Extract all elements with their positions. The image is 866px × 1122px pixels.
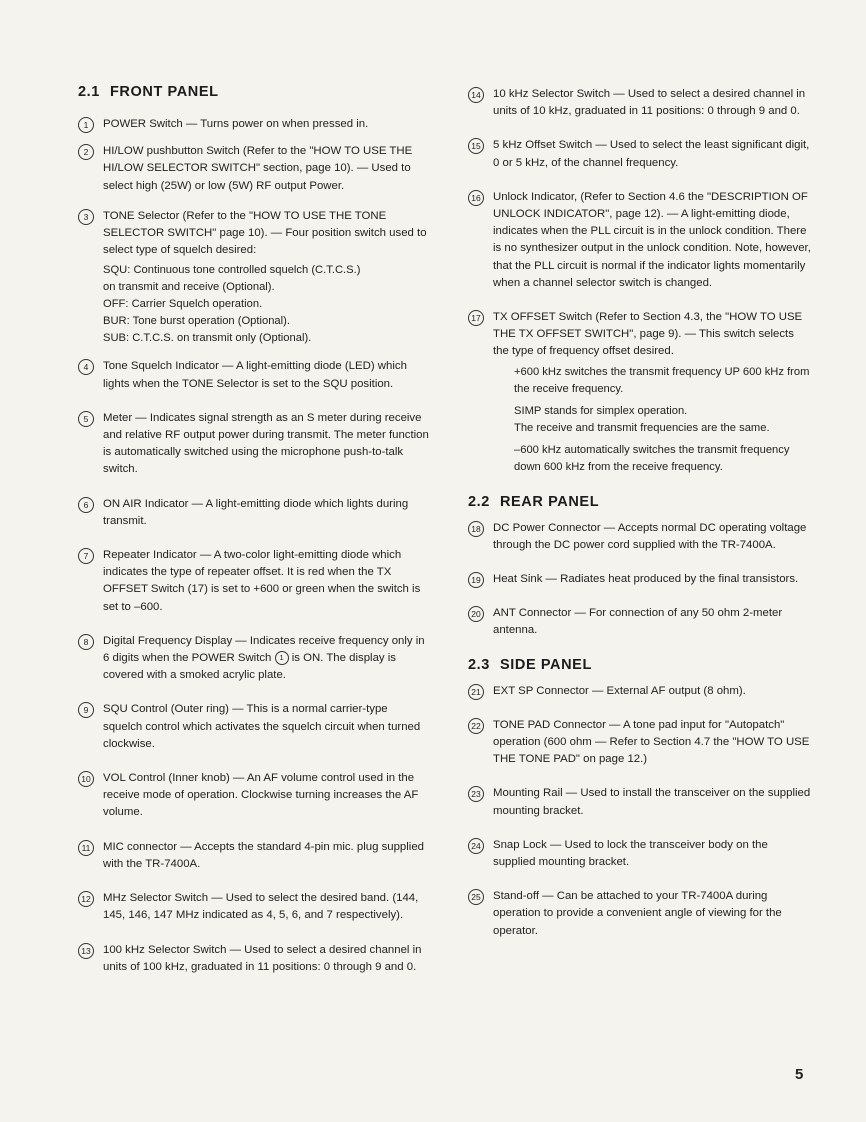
item-number-badge: 7 xyxy=(78,548,94,564)
item-text: Tone Squelch Indicator — A light-emitting diode (LED) which lights when the TONE Selector is set to the SQU position. xyxy=(103,360,407,390)
item-number-badge: 9 xyxy=(78,702,94,718)
item-unlock-indicator xyxy=(468,189,811,292)
item-5khz-offset xyxy=(468,137,811,171)
item-number-badge: 6 xyxy=(78,497,94,513)
option-simp: SIMP stands for simplex operation. xyxy=(514,404,688,417)
item-number-badge: 17 xyxy=(468,310,484,326)
item-tx-offset-switch xyxy=(468,309,811,361)
item-text: TX OFFSET Switch (Refer to Section 4.3, the "HOW TO USE THE TX OFFSET SWITCH", page 9). — This switch selects the type of frequency offset desired. xyxy=(493,311,803,358)
item-digital-frequency-display xyxy=(78,633,430,685)
item-mic-connector xyxy=(78,839,430,873)
item-repeater-indicator xyxy=(78,547,430,616)
item-text: POWER Switch — Turns power on when pressed in. xyxy=(103,118,369,130)
item-power-switch xyxy=(78,116,430,133)
item-number-badge: 15 xyxy=(468,138,484,154)
option-sub: SUB: C.T.C.S. on transmit only (Optional). xyxy=(103,332,312,345)
item-text: Mounting Rail — Used to install the transceiver on the supplied mounting bracket. xyxy=(493,787,811,817)
item-number-badge: 2 xyxy=(78,144,94,160)
item-number-badge: 1 xyxy=(78,117,94,133)
item-number-badge: 20 xyxy=(468,606,484,622)
item-number-badge: 12 xyxy=(78,891,94,907)
item-number-badge: 11 xyxy=(78,840,94,856)
item-text: DC Power Connector — Accepts normal DC operating voltage through the DC power cord supplied with the TR-7400A. xyxy=(493,521,807,551)
item-ext-sp-connector xyxy=(468,683,811,700)
item-text: TONE Selector (Refer to the "HOW TO USE THE TONE SELECTOR SWITCH" page 10). — Four position switch used to select type of squelch desired: xyxy=(103,209,427,257)
item-mhz-selector xyxy=(78,890,430,924)
item-number-badge: 8 xyxy=(78,634,94,650)
item-number-badge: 19 xyxy=(468,572,484,588)
item-number-badge: 18 xyxy=(468,521,484,537)
item-tone-pad-connector xyxy=(468,717,811,769)
item-text: ON AIR Indicator — A light-emitting diode which lights during transmit. xyxy=(103,497,409,527)
item-number-badge: 21 xyxy=(468,684,484,700)
item-hi-low-switch xyxy=(78,143,430,195)
item-text: Stand-off — Can be attached to your TR-7400A during operation to provide a convenient angle of viewing for the operator. xyxy=(493,890,782,937)
item-heat-sink xyxy=(468,571,811,588)
item-number-badge: 24 xyxy=(468,838,484,854)
item-stand-off xyxy=(468,888,811,940)
item-text xyxy=(103,633,430,685)
item-text: TONE PAD Connector — A tone pad input for "Autopatch" operation (600 ohm — Refer to Section 4.7 the "HOW TO USE THE TONE PAD" on page 12.) xyxy=(493,718,810,766)
item-number-badge: 3 xyxy=(78,209,94,225)
item-text: Snap Lock — Used to lock the transceiver body on the supplied mounting bracket. xyxy=(493,838,768,869)
left-column xyxy=(78,84,430,976)
item-number-badge: 13 xyxy=(78,943,94,959)
item-number-badge: 22 xyxy=(468,718,484,734)
item-number-badge: 10 xyxy=(78,771,94,787)
item-mounting-rail xyxy=(468,785,811,819)
text-part: is ON. The display is covered with a smoked acrylic plate. xyxy=(103,652,396,682)
item-number-badge: 25 xyxy=(468,889,484,905)
item-text: 100 kHz Selector Switch — Used to select a desired channel in units of 100 kHz, graduated in 11 positions: 0 through 9 and 0. xyxy=(103,943,422,973)
item-meter xyxy=(78,410,430,479)
section-title: SIDE PANEL xyxy=(499,656,592,673)
item-text: MHz Selector Switch — Used to select the desired band. (144, 145, 146, 147 MHz indicated as 4, 5, 6, and 7 respectively). xyxy=(103,892,419,922)
item-number-badge: 16 xyxy=(468,190,484,206)
item-100khz-selector xyxy=(78,942,430,976)
section-number: 2.2 xyxy=(468,493,490,510)
section-front-panel-heading xyxy=(78,84,430,100)
item-text: Repeater Indicator — A two-color light-emitting diode which indicates the type of repeater offset. It is red when the TX OFFSET Switch (17) is set to +600 or green when the switch is set to –600. xyxy=(103,549,421,613)
item-snap-lock xyxy=(468,837,811,871)
option-simp-desc: The receive and transmit frequencies are the same. xyxy=(514,421,770,434)
item-number-badge: 4 xyxy=(78,359,94,375)
item-vol-control xyxy=(78,770,430,822)
item-dc-power-connector xyxy=(468,520,811,554)
item-text: EXT SP Connector — External AF output (8 ohm). xyxy=(493,684,746,697)
item-tone-selector xyxy=(78,208,430,260)
item-number-badge: 23 xyxy=(468,786,484,802)
item-text: Meter — Indicates signal strength as an S meter during receive and relative RF output power during transmit. The meter function is automatically switched using the microphone push-to-talk switch. xyxy=(103,411,429,476)
item-tone-squelch-indicator xyxy=(78,358,430,392)
power-switch-ref-badge: 1 xyxy=(275,651,289,665)
item-text: ANT Connector — For connection of any 50 ohm 2-meter antenna. xyxy=(493,607,783,637)
option-minus-600: –600 kHz automatically switches the transmit frequency down 600 kHz from the receive frequency. xyxy=(514,443,790,473)
section-rear-panel-heading xyxy=(468,494,811,510)
section-side-panel-heading xyxy=(468,657,811,673)
item-text: SQU Control (Outer ring) — This is a normal carrier-type squelch control which activates the squelch circuit when turned clockwise. xyxy=(103,703,421,750)
section-title: REAR PANEL xyxy=(499,493,600,510)
tx-offset-options xyxy=(514,364,811,476)
item-text: VOL Control (Inner knob) — An AF volume control used in the receive mode of operation. Clockwise turning increases the AF volume. xyxy=(103,772,419,819)
page-number: 5 xyxy=(795,1066,804,1083)
item-number-badge: 14 xyxy=(468,87,484,103)
option-squ: SQU: Continuous tone controlled squelch (C.T.C.S.) xyxy=(103,264,361,277)
item-text: 10 kHz Selector Switch — Used to select a desired channel in units of 10 kHz, graduated in 11 positions: 0 through 9 and 0. xyxy=(493,88,806,118)
item-squ-control xyxy=(78,701,430,753)
item-text: 5 kHz Offset Switch — Used to select the least significant digit, 0 or 5 kHz, of the channel frequency. xyxy=(493,139,810,169)
item-ant-connector xyxy=(468,605,811,639)
option-off: OFF: Carrier Squelch operation. xyxy=(103,298,263,311)
option-plus-600: +600 kHz switches the transmit frequency UP 600 kHz from the receive frequency. xyxy=(514,365,810,395)
option-squ-cont: on transmit and receive (Optional). xyxy=(103,281,275,294)
right-column xyxy=(468,86,811,940)
item-text: MIC connector — Accepts the standard 4-pin mic. plug supplied with the TR-7400A. xyxy=(103,840,425,870)
item-10khz-selector xyxy=(468,86,811,120)
section-number: 2.1 xyxy=(78,84,100,100)
item-on-air-indicator xyxy=(78,496,430,530)
tone-selector-options xyxy=(103,262,430,347)
section-number: 2.3 xyxy=(468,656,490,673)
item-text: Unlock Indicator, (Refer to Section 4.6 the "DESCRIPTION OF UNLOCK INDICATOR", page 12). — A light-emitting diode, indicates when the PLL circuit is in the unlock condition. There is no synthesizer output in the unlock condition. Note, however, that the PLL circuit is normal if the indicator lights momentarily when a channel selector switch is changed. xyxy=(493,190,811,289)
item-text: Heat Sink — Radiates heat produced by the final transistors. xyxy=(493,573,799,586)
section-title: FRONT PANEL xyxy=(109,84,219,100)
text-part: Digital Frequency Display — Indicates receive frequency only in 6 digits when the POWER Switch xyxy=(103,634,425,665)
option-bur: BUR: Tone burst operation (Optional). xyxy=(103,315,290,328)
item-number-badge: 5 xyxy=(78,411,94,427)
item-text: HI/LOW pushbutton Switch (Refer to the "HOW TO USE THE HI/LOW SELECTOR SWITCH" section, page 10). — Used to select high (25W) or low (5W) RF output Power. xyxy=(103,145,413,192)
